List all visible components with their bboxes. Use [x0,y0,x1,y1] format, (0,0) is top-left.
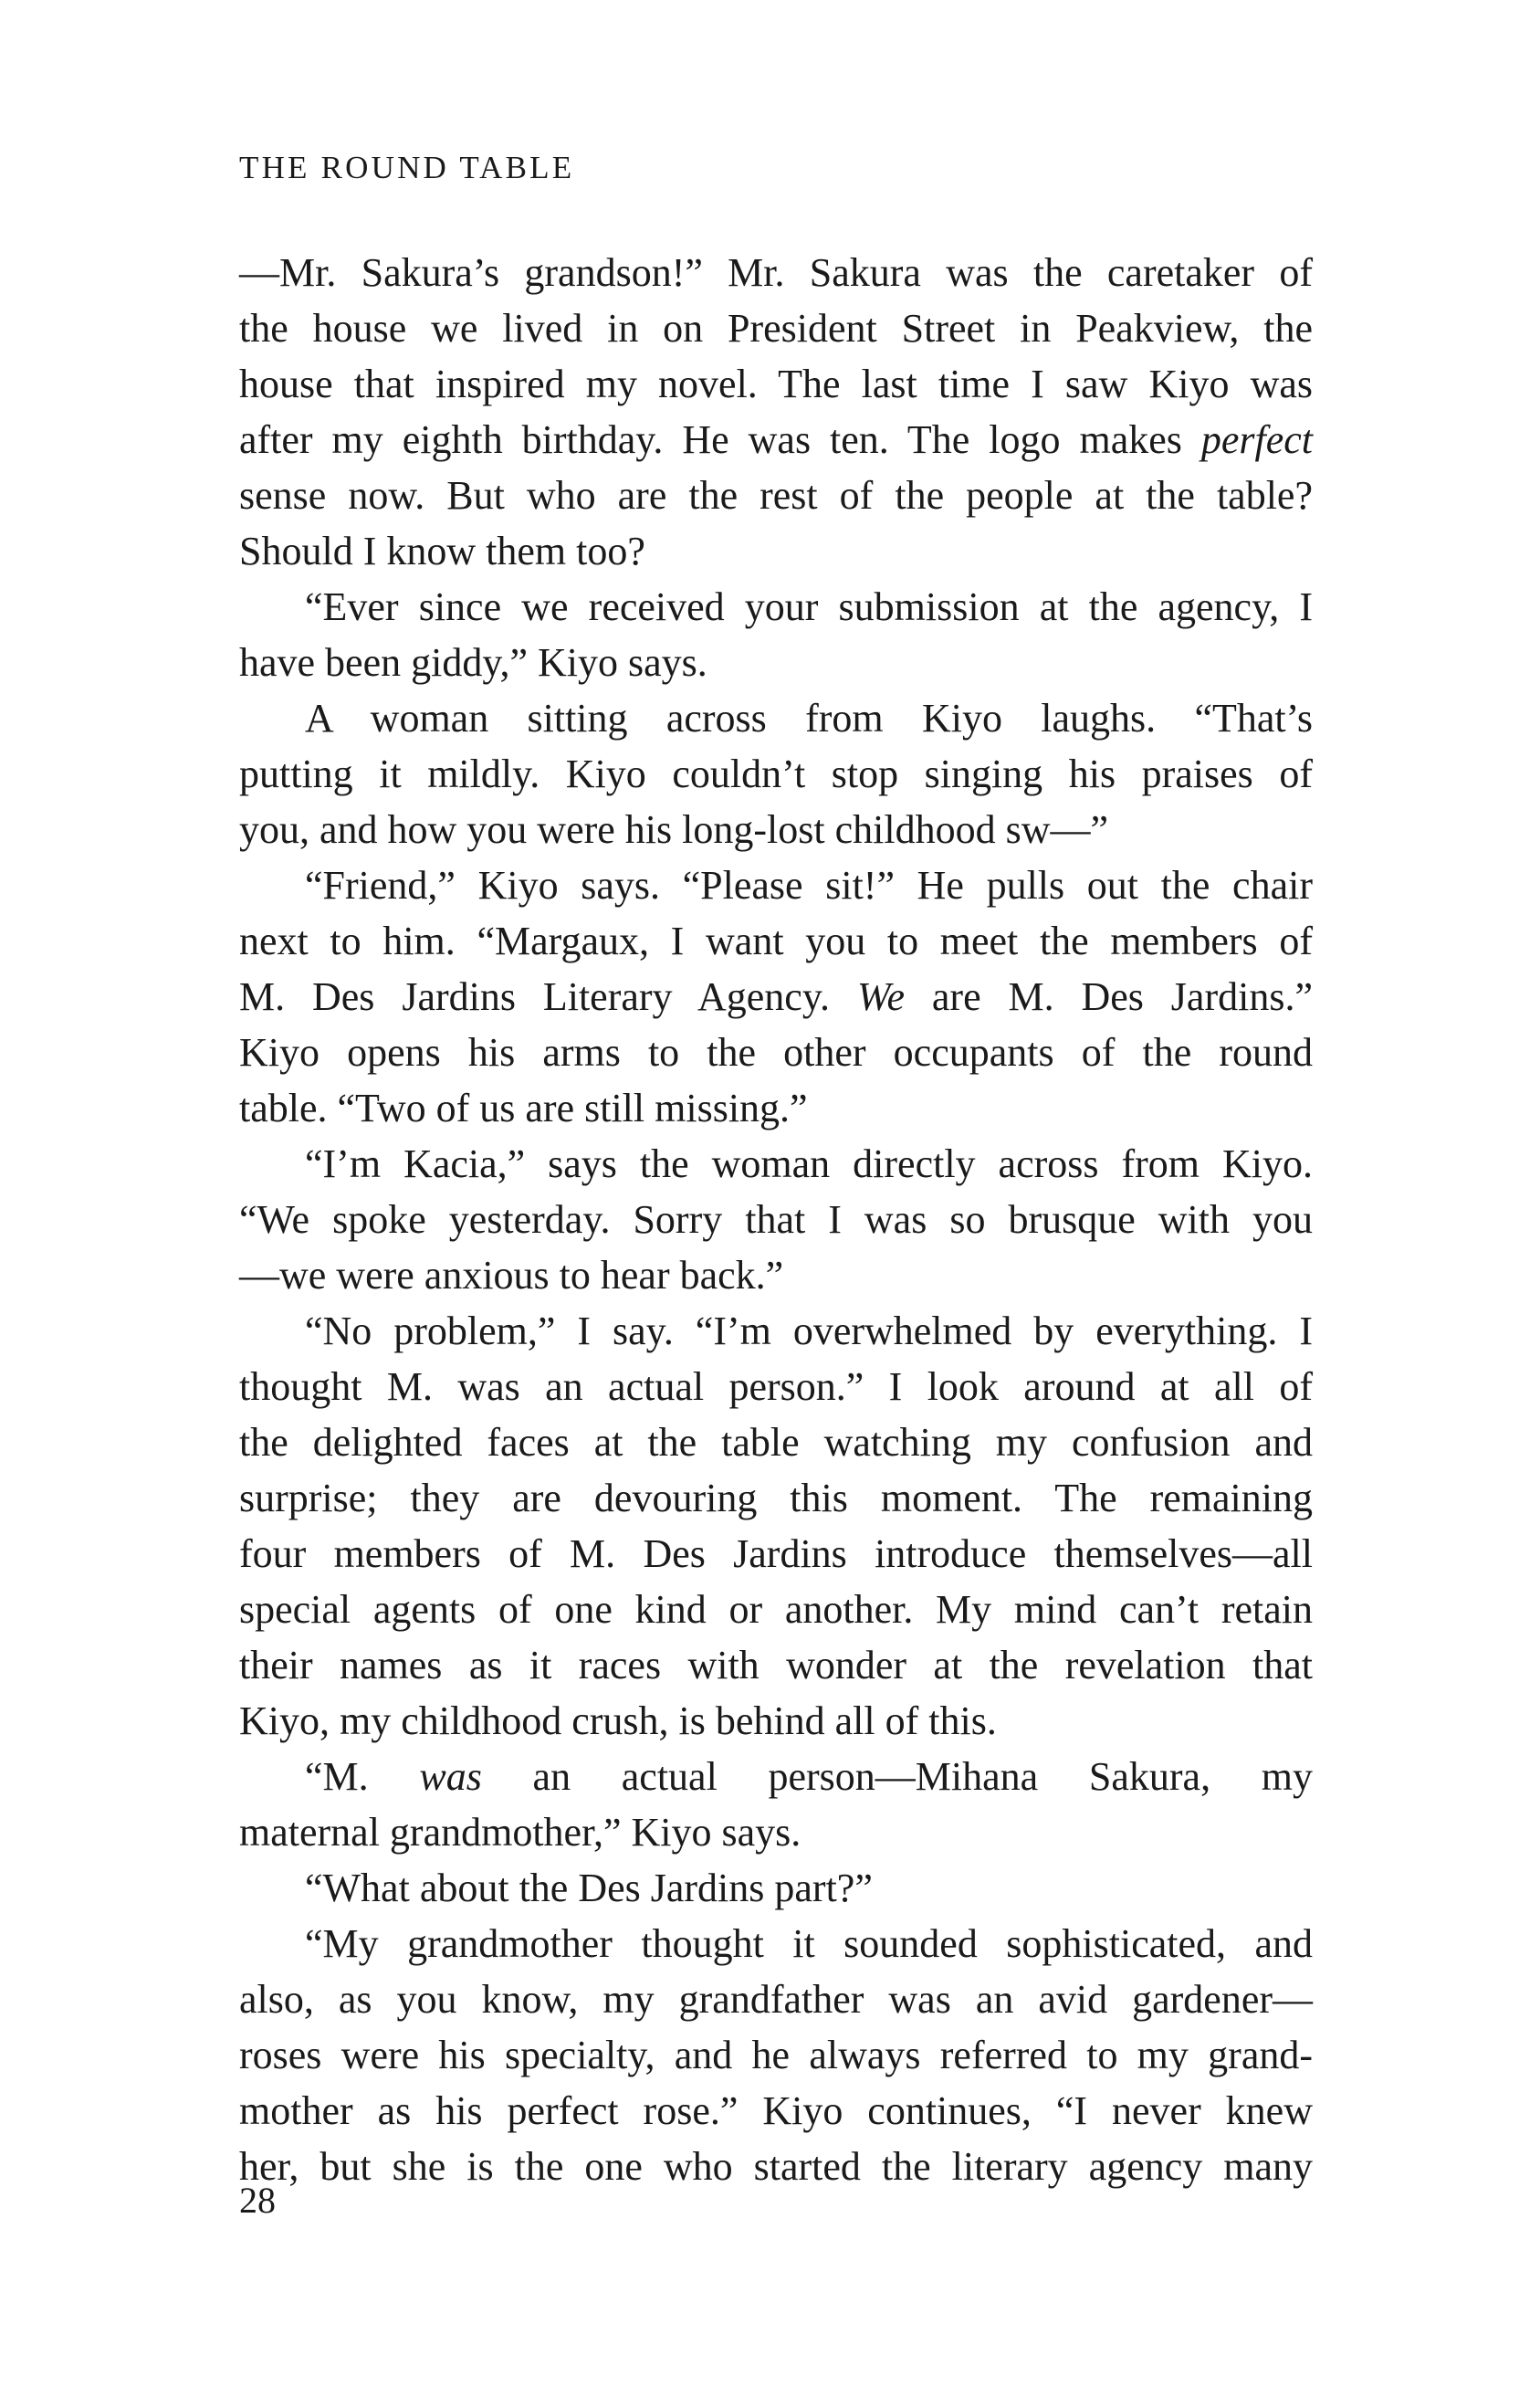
running-head: THE ROUND TABLE [239,150,575,185]
text-run: after my eighth birthday. He was ten. The logo makes [239,417,1201,462]
text-line: “My grandmother thought it sounded sophisticated, and [305,1921,1313,1966]
text-line: have been giddy,” Kiyo says. [239,640,707,685]
text-line: you, and how you were his long-lost childhood sw—” [239,807,1108,852]
text-line: “We spoke yesterday. Sorry that I was so brusque with you [239,1197,1313,1242]
text-line: A woman sitting across from Kiyo laughs. “That’s [305,696,1313,741]
text-line: also, as you know, my grandfather was an avid gardener— [239,1977,1313,2022]
text-line: table. “Two of us are still missing.” [239,1086,808,1130]
text-line: special agents of one kind or another. My mind can’t retain [239,1587,1313,1632]
text-line: “I’m Kacia,” says the woman directly across from Kiyo. [305,1141,1313,1186]
italic-word: perfect [1200,417,1313,462]
text-line: “Friend,” Kiyo says. “Please sit!” He pulls out the chair [305,863,1313,908]
text-line: —Mr. Sakura’s grandson!” Mr. Sakura was the caretaker of [239,250,1313,295]
text-line: Kiyo, my childhood crush, is behind all of this. [239,1698,997,1743]
text-line: Kiyo opens his arms to the other occupants of the round [239,1030,1313,1075]
text-line: sense now. But who are the rest of the people at the table? [239,473,1313,518]
text-line: the delighted faces at the table watching my confusion and [239,1420,1313,1465]
text-line: maternal grandmother,” Kiyo says. [239,1810,801,1855]
text-line: —we were anxious to hear back.” [239,1253,784,1298]
text-line: next to him. “Margaux, I want you to meet the members of [239,919,1313,963]
italic-word: was [419,1754,482,1799]
text-line: surprise; they are devouring this moment. The remaining [239,1476,1313,1520]
text-run: “M. [305,1754,420,1799]
text-run: an actual person—Mihana Sakura, my [481,1754,1314,1799]
text-line: the house we lived in on President Street in Peakview, the [239,306,1313,351]
text-line [239,412,1313,468]
page-number: 28 [239,2180,276,2221]
body-text [239,245,1313,2194]
text-line: “Ever since we received your submission at the agency, I [305,584,1313,629]
text-line: “No problem,” I say. “I’m overwhelmed by everything. I [305,1309,1313,1353]
text-line: roses were his specialty, and he always referred to my grand- [239,2033,1313,2077]
text-line [239,1749,1313,1804]
text-line [239,969,1313,1025]
text-run: M. Des Jardins Literary Agency. [239,974,857,1019]
text-line: thought M. was an actual person.” I look around at all of [239,1364,1313,1409]
italic-word: We [856,974,906,1019]
text-run: are M. Des Jardins.” [905,974,1313,1019]
text-line: “What about the Des Jardins part?” [305,1866,873,1910]
text-line: mother as his perfect rose.” Kiyo continues, “I never knew [239,2088,1313,2133]
text-line: her, but she is the one who started the literary agency many [239,2144,1313,2189]
text-line: house that inspired my novel. The last time I saw Kiyo was [239,362,1313,406]
text-line: four members of M. Des Jardins introduce themselves—all [239,1531,1313,1576]
text-line: putting it mildly. Kiyo couldn’t stop singing his praises of [239,752,1313,796]
text-line: Should I know them too? [239,529,645,573]
text-line: their names as it races with wonder at the revelation that [239,1643,1313,1687]
